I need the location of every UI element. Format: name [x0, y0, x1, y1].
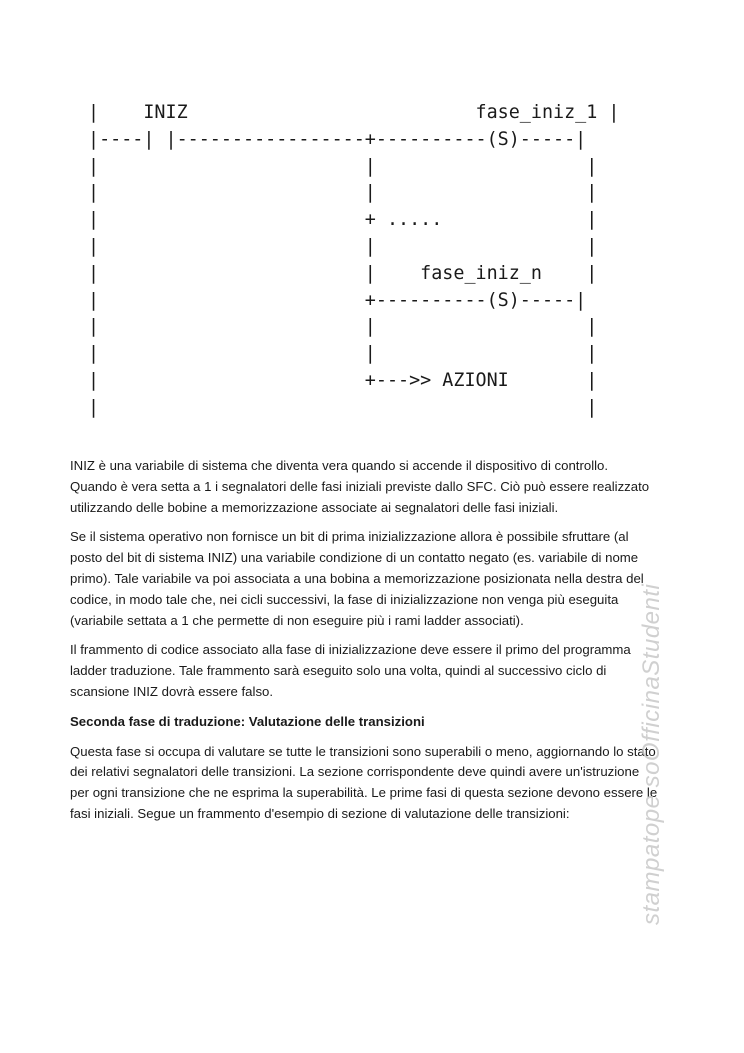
- ladder-line: | | |: [88, 235, 598, 257]
- ladder-line: | |: [88, 396, 598, 418]
- text-line: per ogni transizione che ne esprima la superabilità. Le prime fasi di questa sezione devono essere le: [70, 785, 658, 801]
- watermark: stampatope soOfficinaStudenti: [638, 583, 665, 925]
- section-heading: Seconda fase di traduzione: Valutazione delle transizioni: [70, 713, 425, 729]
- text-line: Quando è vera setta a 1 i segnalatori delle fasi iniziali previste dallo SFC. Ciò può essere realizzato: [70, 478, 650, 494]
- ladder-line: | | fase_iniz_n |: [88, 262, 598, 284]
- ladder-line: | +--->> AZIONI |: [88, 369, 598, 391]
- text-line: dei relativi segnalatori delle transizioni. La sezione corrispondente deve quindi avere un'istruzione: [70, 764, 640, 780]
- text-line: ladder traduzione. Tale frammento sarà eseguito solo una volta, quindi al successivo ciclo di: [70, 663, 607, 679]
- paragraph-frammento: [70, 640, 700, 702]
- ladder-line: | | |: [88, 155, 598, 177]
- text-line: Il frammento di codice associato alla fase di inizializzazione deve essere il primo del programma: [70, 642, 631, 658]
- body-text: [70, 456, 700, 834]
- text-line: fasi iniziali. Segue un frammento d'esempio di sezione di valutazione delle transizioni:: [70, 805, 570, 821]
- text-line: primo). Tale variabile va poi associata a una bobina a memorizzazione posizionata nella destra del: [70, 570, 644, 586]
- text-line: posto del bit di sistema INIZ) una variabile condizione di un contatto negato (es. variabile di nome: [70, 550, 639, 566]
- ladder-line: | | |: [88, 343, 598, 365]
- paragraph-iniz: [70, 456, 700, 518]
- text-line: INIZ è una variabile di sistema che diventa vera quando si accende il dispositivo di controllo.: [70, 458, 609, 473]
- text-line: codice, in modo tale che, nei cicli successivi, la fase di inizializzazione non venga più eseguita: [70, 591, 619, 607]
- text-line: Questa fase si occupa di valutare se tutte le transizioni sono superabili o meno, aggiornando lo stato: [70, 743, 656, 759]
- paragraph-valutazione: [70, 742, 700, 825]
- text-line: scansione INIZ dovrà essere falso.: [70, 683, 274, 699]
- paragraph-prima-inizializzazione: [70, 527, 700, 631]
- ladder-line: | + ..... |: [88, 209, 598, 231]
- ladder-diagram: [88, 100, 619, 422]
- ladder-line: |----| |-----------------+----------(S)-----|: [88, 128, 587, 150]
- ladder-line: | | |: [88, 182, 598, 204]
- ladder-line: | INIZ fase_iniz_1 |: [88, 102, 620, 123]
- ladder-line: | +----------(S)-----|: [88, 289, 587, 311]
- text-line: Se il sistema operativo non fornisce un bit di prima inizializzazione allora è possibile sfruttare (al: [70, 529, 629, 545]
- text-line: (variabile settata a 1 che permette di non eseguire più i rami ladder associati).: [70, 612, 524, 628]
- ladder-line: | | |: [88, 316, 598, 338]
- text-line: utilizzando delle bobine a memorizzazione associate ai segnalatori delle fasi iniziali.: [70, 499, 559, 515]
